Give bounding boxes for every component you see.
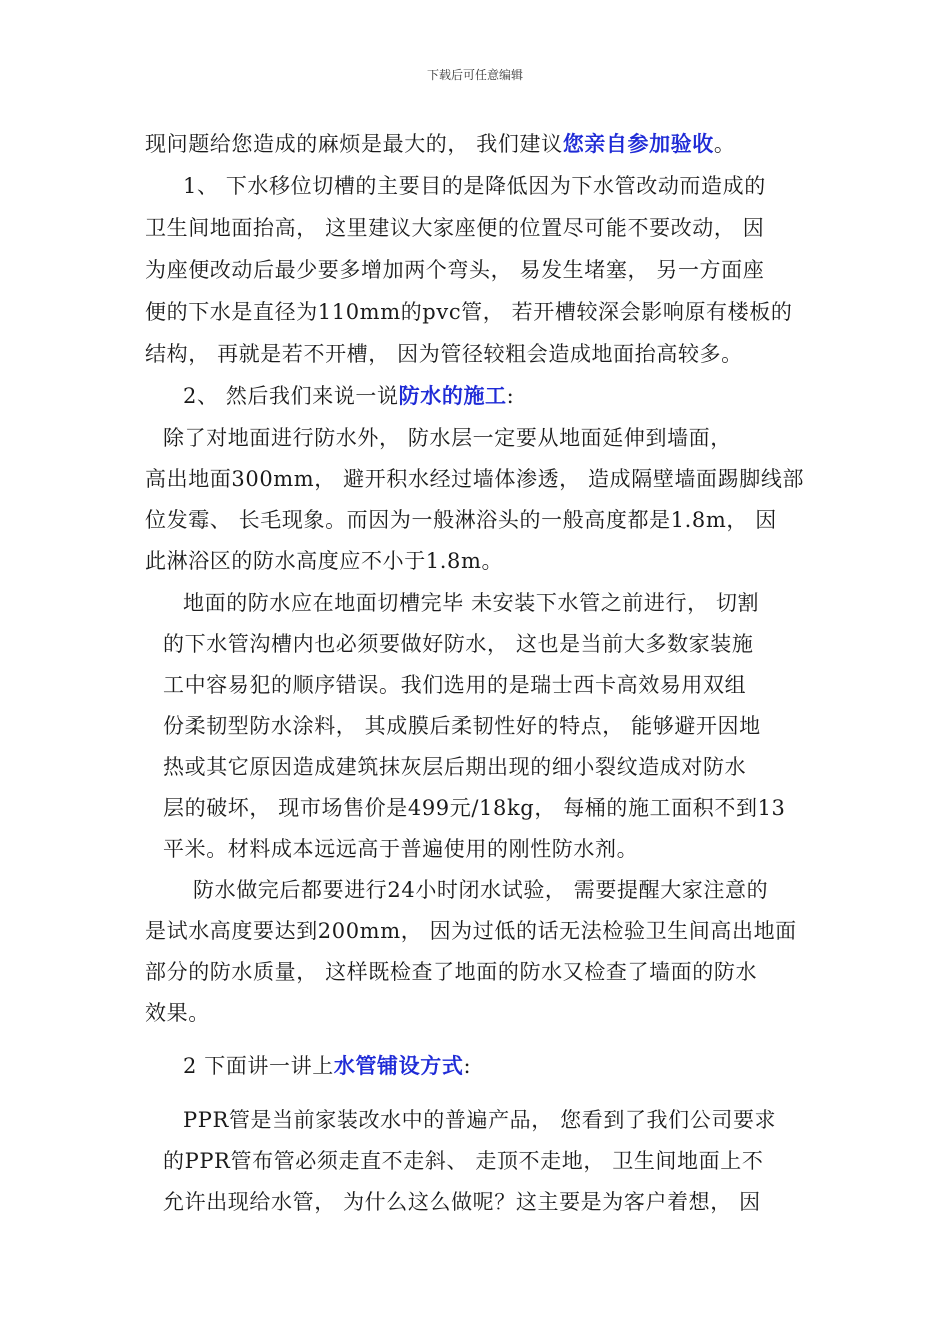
text-segment: 份柔韧型防水涂料， 其成膜后柔韧性好的特点， 能够避开因地 [163, 714, 761, 738]
text-line [183, 1106, 776, 1134]
text-line [163, 1147, 763, 1175]
text-line [145, 547, 503, 575]
text-line [183, 382, 514, 410]
text-segment: 高出地面300mm， 避开积水经过墙体渗透， 造成隔壁墙面踢脚线部 [145, 467, 805, 491]
text-segment: 防水做完后都要进行24小时闭水试验， 需要提醒大家注意的 [193, 878, 769, 902]
text-segment: 现问题给您造成的麻烦是最大的， 我们建议 [145, 132, 563, 156]
text-segment: 部分的防水质量， 这样既检查了地面的防水又检查了墙面的防水 [145, 960, 758, 984]
text-line [183, 1052, 471, 1080]
text-segment: 地面的防水应在地面切槽完毕 未安装下水管之前进行， 切割 [183, 591, 760, 615]
text-segment: 为座便改动后最少要多增加两个弯头， 易发生堵塞， 另一方面座 [145, 258, 765, 282]
text-line [183, 589, 759, 617]
text-line [163, 835, 638, 863]
text-segment: : [463, 1054, 472, 1078]
text-line [145, 999, 210, 1027]
text-segment: 位发霉、 长毛现象。而因为一般淋浴头的一般高度都是1.8m， 因 [145, 508, 777, 532]
text-segment: 的PPR管布管必须走直不走斜、 走顶不走地， 卫生间地面上不 [163, 1149, 764, 1173]
text-line [163, 712, 761, 740]
text-line [145, 958, 757, 986]
text-segment: 。 [713, 132, 736, 156]
text-segment: 的下水管沟槽内也必须要做好防水， 这也是当前大多数家装施 [163, 632, 754, 656]
text-segment: 是试水高度要达到200mm， 因为过低的话无法检验卫生间高出地面 [145, 919, 797, 943]
text-line [145, 130, 736, 158]
text-line [163, 671, 746, 699]
text-segment: 2 下面讲一讲上 [183, 1054, 334, 1078]
text-line [145, 465, 804, 493]
text-segment: 平米。材料成本远远高于普遍使用的刚性防水剂。 [163, 837, 639, 861]
text-segment: 层的破坏， 现市场售价是499元/18kg， 每桶的施工面积不到13 [163, 796, 786, 820]
text-segment: 结构， 再就是若不开槽， 因为管径较粗会造成地面抬高较多。 [145, 342, 743, 366]
text-segment: 此淋浴区的防水高度应不小于1.8m。 [145, 549, 504, 573]
text-segment: PPR管是当前家装改水中的普遍产品， 您看到了我们公司要求 [183, 1108, 777, 1132]
text-line [163, 794, 786, 822]
text-line [145, 340, 743, 368]
text-line [145, 256, 764, 284]
text-segment: 允许出现给水管， 为什么这么做呢？这主要是为客户着想， 因 [163, 1190, 761, 1214]
text-line [145, 214, 764, 242]
highlighted-text: 您亲自参加验收 [562, 131, 714, 156]
highlighted-text: 防水的施工 [398, 383, 507, 408]
text-segment: 卫生间地面抬高， 这里建议大家座便的位置尽可能不要改动， 因 [145, 216, 765, 240]
text-segment: 2、 然后我们来说一说 [183, 384, 399, 408]
text-line [163, 630, 753, 658]
text-line [163, 753, 746, 781]
text-segment: 效果。 [145, 1001, 210, 1025]
text-line [145, 917, 797, 945]
text-line [163, 1188, 761, 1216]
text-line [145, 298, 792, 326]
text-segment: 热或其它原因造成建筑抹灰层后期出现的细小裂纹造成对防水 [163, 755, 747, 779]
page-header: 下载后可任意编辑 [426, 68, 523, 82]
highlighted-text: 水管铺设方式 [333, 1053, 464, 1078]
text-line [183, 172, 766, 200]
text-line [145, 506, 777, 534]
text-segment: 1、 下水移位切槽的主要目的是降低因为下水管改动而造成的 [183, 174, 766, 198]
text-segment: 工中容易犯的顺序错误。我们选用的是瑞士西卡高效易用双组 [163, 673, 747, 697]
text-line [163, 424, 732, 452]
text-line [193, 876, 768, 904]
text-segment: 便的下水是直径为110mm的pvc管， 若开槽较深会影响原有楼板的 [145, 300, 793, 324]
text-segment: 除了对地面进行防水外， 防水层一定要从地面延伸到墙面， [163, 426, 732, 450]
text-segment: : [506, 384, 515, 408]
